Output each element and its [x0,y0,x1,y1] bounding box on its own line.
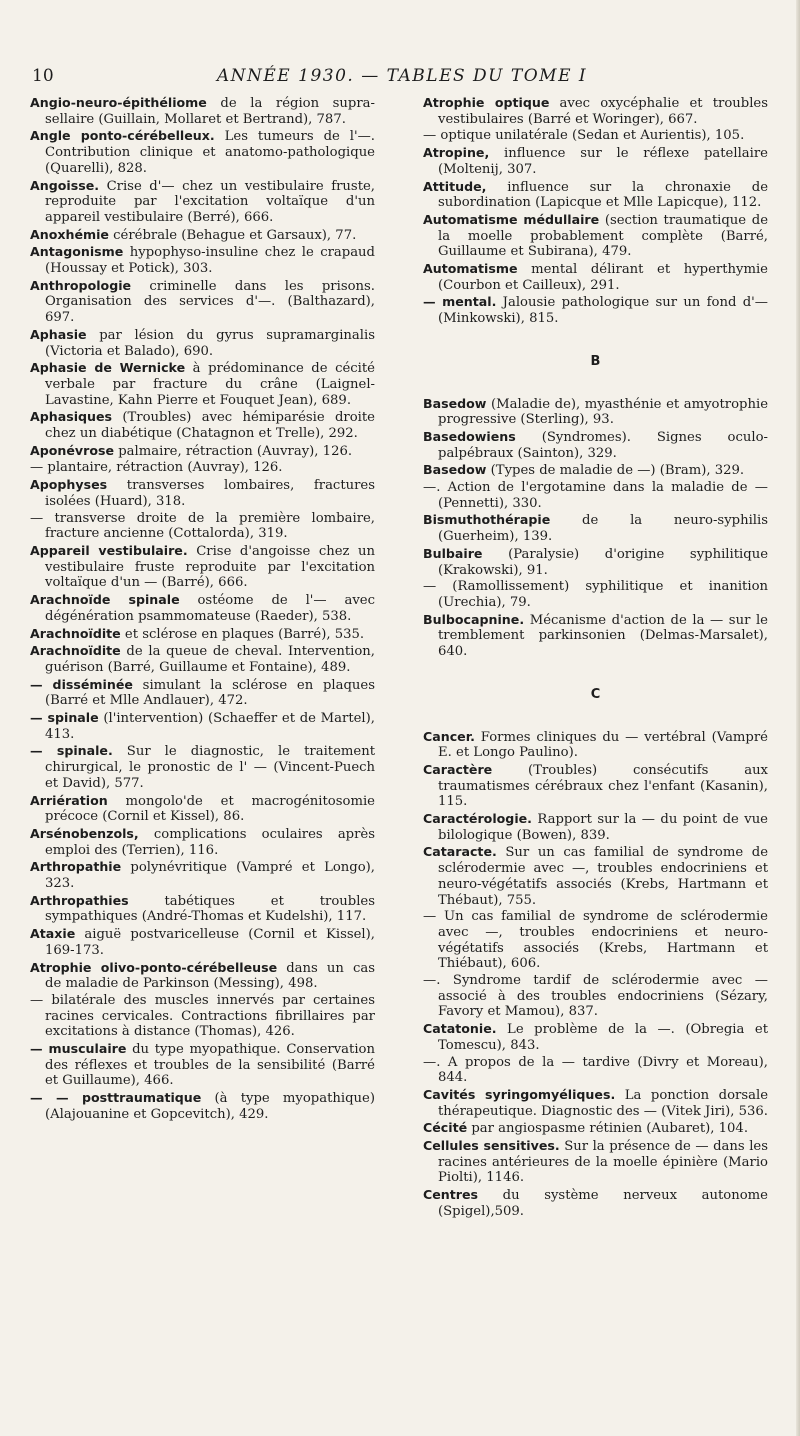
index-entry [423,729,768,761]
index-entry [423,462,768,479]
index-term: Bulbocapnine. [423,611,525,627]
index-entry-text: (section traumatique de la moelle probablement complète (Barré, Guillaume et Subirana), 479. [438,212,768,260]
index-entry [423,1055,768,1086]
index-entry [30,643,375,675]
index-entry-text: du type myopathique. Conservation des réflexes et troubles de la sensibilité (Barré et Guillaume), 466. [45,1042,375,1089]
index-term: Arsénobenzols, [30,825,139,841]
index-entry-text: — (Ramollissement) syphilitique et inanition (Urechia), 79. [423,579,768,610]
index-entry [423,1021,768,1053]
index-term: Atropine, [423,145,490,161]
index-entry [30,543,375,591]
index-entry-text: mental délirant et hyperthymie (Courbon et Cailleux), 291. [438,262,768,293]
index-entry [30,227,375,244]
index-entry [30,1090,375,1122]
index-entry-text: simulant la sclérose en plaques (Barré et Mlle Andlauer), 472. [45,677,375,709]
index-entry-text: (Paralysie) d'origine syphilitique (Krakowski), 91. [438,546,768,578]
index-entry-text: Sur le diagnostic, le traitement chirurgical, le pronostic de l' — (Vincent-Puech et David), 577. [45,744,375,791]
right-column-a-entries [423,95,768,327]
index-entry-text: du système nerveux autonome (Spigel),509. [438,1188,768,1219]
index-entry [423,128,768,144]
index-term: Angle ponto-cérébelleux. [30,128,215,144]
index-entry-text: de la région supra-sellaire (Guillain, Mollaret et Bertrand), 787. [45,96,375,127]
right-column-b-entries [423,396,768,660]
index-entry [30,244,375,276]
index-entry-text: Rapport sur la — du point de vue bilologique (Bowen), 839. [438,812,768,843]
index-term: Cellules sensitives. [423,1138,560,1154]
index-entry [30,926,375,958]
index-entry [30,95,375,127]
index-entry [30,859,375,891]
index-entry-text: et sclérose en plaques (Barré), 535. [120,626,365,642]
index-term: Ataxie [30,926,76,942]
index-term: Cataracte. [423,844,497,860]
index-term: Atrophie olivo-ponto-cérébelleuse [30,959,278,975]
index-entry [423,212,768,260]
index-entry-text: de la queue de cheval. Intervention, guérison (Barré, Guillaume et Fontaine), 489. [45,644,375,675]
index-entry-text: Crise d'— chez un vestibulaire fruste, reproduite par l'excitation voltaïque d'un appareil vestibulaire (Berré), 666. [45,178,375,225]
index-term: Automatisme médullaire [423,211,600,227]
index-entry [423,261,768,293]
index-entry [30,743,375,791]
index-entry [30,626,375,643]
index-entry [423,512,768,544]
index-term: Bulbaire [423,545,483,561]
index-entry [30,409,375,441]
index-entry [30,826,375,858]
index-term: Aphasie [30,326,87,342]
index-entry [30,128,375,176]
index-entry [423,546,768,578]
index-term: Aponévrose [30,442,115,458]
index-entry [30,178,375,226]
index-term: Attitude, [423,178,487,194]
page-edge-shadow [796,0,800,1436]
index-term: Angio-neuro-épithéliome [30,95,207,110]
index-term: — spinale. [30,743,113,759]
index-entry [30,327,375,359]
index-entry-text: (à type myopathique) (Alajouanine et Gopcevitch), 429. [45,1091,375,1122]
index-entry-text: de la neuro-syphilis (Guerheim), 139. [438,513,768,545]
index-entry [30,793,375,825]
index-term: Caractérologie. [423,811,532,827]
index-term: — disséminée [30,676,133,692]
index-entry-text: influence sur le réflexe patellaire (Moltenij, 307. [438,146,768,177]
index-entry-text: par lésion du gyrus supramarginalis (Victoria et Balado), 690. [45,327,375,359]
index-term: Angoisse. [30,177,100,193]
index-entry [423,811,768,843]
index-entry-text: cérébrale (Behague et Garsaux), 77. [108,227,357,243]
index-entry [30,477,375,509]
index-term: — — posttraumatique [30,1090,202,1106]
index-entry-text: (Types de maladie de —) (Bram), 329. [486,463,745,479]
index-term: Atrophie optique [423,95,550,110]
index-entry-text: dans un cas de maladie de Parkinson (Messing), 498. [45,960,375,992]
index-term: Aphasie de Wernicke [30,360,186,376]
index-entry-text: — Un cas familial de syndrome de sclérodermie avec —, troubles endocriniens et neuro-végétatifs associés (Krebs, Hartmann et Thiébaut), 606. [423,909,768,972]
page-number: 10 [32,66,54,86]
index-entry-text: (Troubles) consécutifs aux traumatismes cérébraux chez l'enfant (Kasanin), 115. [438,762,768,810]
index-entry [423,396,768,428]
index-entry [423,429,768,461]
index-term: Appareil vestibulaire. [30,542,188,558]
index-entry [423,480,768,511]
index-term: Apophyses [30,477,108,493]
index-entry-text: Mécanisme d'action de la — sur le tremblement parkinsonien (Delmas-Marsalet), 640. [438,612,768,660]
index-entry-text: tabétiques et troubles sympathiques (André-Thomas et Kudelshi), 117. [45,893,375,925]
index-entry [30,360,375,408]
index-entry [423,612,768,660]
index-term: — mental. [423,294,497,310]
index-entry [423,294,768,326]
index-entry [30,1041,375,1089]
index-term: Automatisme [423,261,518,277]
right-column-c-entries [423,729,768,1220]
index-term: — musculaire [30,1041,127,1057]
index-entry-text: Sur un cas familial de syndrome de sclérodermie avec —, troubles endocriniens et neuro-végétatifs associés (Krebs, Hartmann et Thébaut), 755. [438,845,768,908]
index-entry-text: — plantaire, rétraction (Auvray), 126. [30,460,283,476]
index-entry [30,511,375,542]
index-entry [30,592,375,624]
index-entry [423,1087,768,1119]
index-term: Arachnoïdite [30,643,121,659]
index-term: Caractère [423,761,493,777]
index-term: Basedow [423,462,487,478]
index-entry-text: — bilatérale des muscles innervés par certaines racines cervicales. Contractions fibrillaires par excitations à distance (Thomas), 426. [30,992,375,1040]
index-entry [423,762,768,810]
index-term: Anoxhémie [30,226,109,242]
index-entry [423,95,768,127]
index-entry [30,710,375,742]
index-entry [30,677,375,709]
index-entry [423,909,768,972]
index-entry-text: —. Syndrome tardif de sclérodermie avec — associé à des troubles endocriniens (Sézary, Favory et Mamou), 837. [423,973,768,1020]
index-entry-text: —. Action de l'ergotamine dans la maladie de — (Pennetti), 330. [423,480,768,511]
index-entry-text: Sur la présence de — dans les racines antérieures de la moelle épinière (Mario Piolti), 1146. [438,1139,768,1186]
index-entry-text: Crise d'angoisse chez un vestibulaire fruste reproduite par l'excitation voltaïque d'un — (Barré), 666. [45,543,375,591]
index-term: Cancer. [423,728,475,744]
index-term: Arthropathie [30,859,122,875]
index-entry-text: La ponction dorsale thérapeutique. Diagnostic des — (Vitek Jiri), 536. [438,1087,768,1119]
index-entry-text: Formes cliniques du — vertébral (Vampré E. et Longo Paulino). [438,729,768,761]
index-term: Basedow [423,395,487,411]
index-term: — spinale [30,710,99,726]
index-entry-text: palmaire, rétraction (Auvray), 126. [114,443,353,459]
index-entry [423,973,768,1020]
index-entry-text: —. A propos de la — tardive (Divry et Moreau), 844. [423,1054,768,1086]
index-entry [30,893,375,925]
index-entry-text: par angiospasme rétinien (Aubaret), 104. [467,1121,749,1137]
index-term: Antagonisme [30,244,124,260]
section-letter-b: B [590,353,601,369]
index-entry-text: complications oculaires après emploi des (Terrien), 116. [45,826,375,858]
index-entry-text: polynévritique (Vampré et Longo), 323. [45,860,375,892]
index-entry-text: influence sur la chronaxie de subordination (Lapicque et Mlle Lapicque), 112. [438,179,768,211]
index-term: Catatonie. [423,1021,497,1037]
index-entry [423,579,768,610]
index-term: Arachnoïde spinale [30,592,180,608]
index-term: Aphasiques [30,409,113,425]
index-entry [30,960,375,992]
index-entry-text: (Syndromes). Signes oculo-palpébraux (Sainton), 329. [438,429,768,461]
index-entry [423,1138,768,1186]
running-title: ANNÉE 1930. — TABLES DU TOME I [216,66,588,86]
index-term: Arriération [30,792,108,808]
index-entry [30,443,375,460]
index-entry-text: — transverse droite de la première lombaire, fracture ancienne (Cottalorda), 319. [30,510,375,542]
index-entry-text: mongolo'de et macrogénitosomie précoce (Cornil et Kissel), 86. [45,793,375,825]
index-entry-text: Jalousie pathologique sur un fond d'— (Minkowski), 815. [438,295,768,327]
right-column [423,95,768,1221]
index-entry [423,1120,768,1137]
index-entry [30,278,375,326]
section-letter-c: C [590,686,601,702]
index-entry [423,145,768,177]
index-entry [423,1187,768,1219]
index-entry-text: criminelle dans les prisons. Organisation des services d'—. (Balthazard), 697. [45,278,375,326]
page-header [32,66,772,92]
index-entry-text: Les tumeurs de l'—. Contribution clinique et anatomo-pathologique (Quarelli), 828. [45,129,376,176]
index-entry-text: hypophyso-insuline chez le crapaud (Houssay et Potick), 303. [45,245,375,277]
index-entry-text: transverses lombaires, fractures isolées (Huard), 318. [45,478,375,509]
index-entry-text: à prédominance de cécité verbale par fracture du crâne (Laignel-Lavastine, Kahn Pierre et Fouquet Jean), 689. [45,361,375,408]
index-entry [30,460,375,476]
index-term: Centres [423,1187,479,1203]
index-entry [423,179,768,211]
index-term: Cavités syringomyéliques. [423,1086,616,1102]
index-entry-text: (l'intervention) (Schaeffer et de Martel), 413. [45,711,375,742]
index-term: Cécité [423,1120,468,1136]
index-term: Arthropathies [30,892,129,908]
index-entry-text: (Troubles) avec hémiparésie droite chez un diabétique (Chatagnon et Trelle), 292. [45,410,375,442]
index-term: Bismuthothérapie [423,512,551,528]
index-term: Anthropologie [30,277,132,293]
index-entry-text: (Maladie de), myasthénie et amyotrophie progressive (Sterling), 93. [438,396,768,428]
index-entry-text: avec oxycéphalie et troubles vestibulaires (Barré et Woringer), 667. [438,96,768,127]
index-entry-text: aiguë postvaricelleuse (Cornil et Kissel), 169-173. [45,927,375,958]
left-column [30,95,375,1124]
index-term: Arachnoïdite [30,625,121,641]
index-entry [30,993,375,1040]
index-entry-text: Le problème de la —. (Obregia et Tomescu), 843. [438,1022,768,1053]
index-entry [423,844,768,908]
index-term: Basedowiens [423,428,516,444]
index-entry-text: — optique unilatérale (Sedan et Aurientis), 105. [423,128,745,144]
index-entry-text: ostéome de l'— avec dégénération psammomateuse (Raeder), 538. [45,593,375,624]
